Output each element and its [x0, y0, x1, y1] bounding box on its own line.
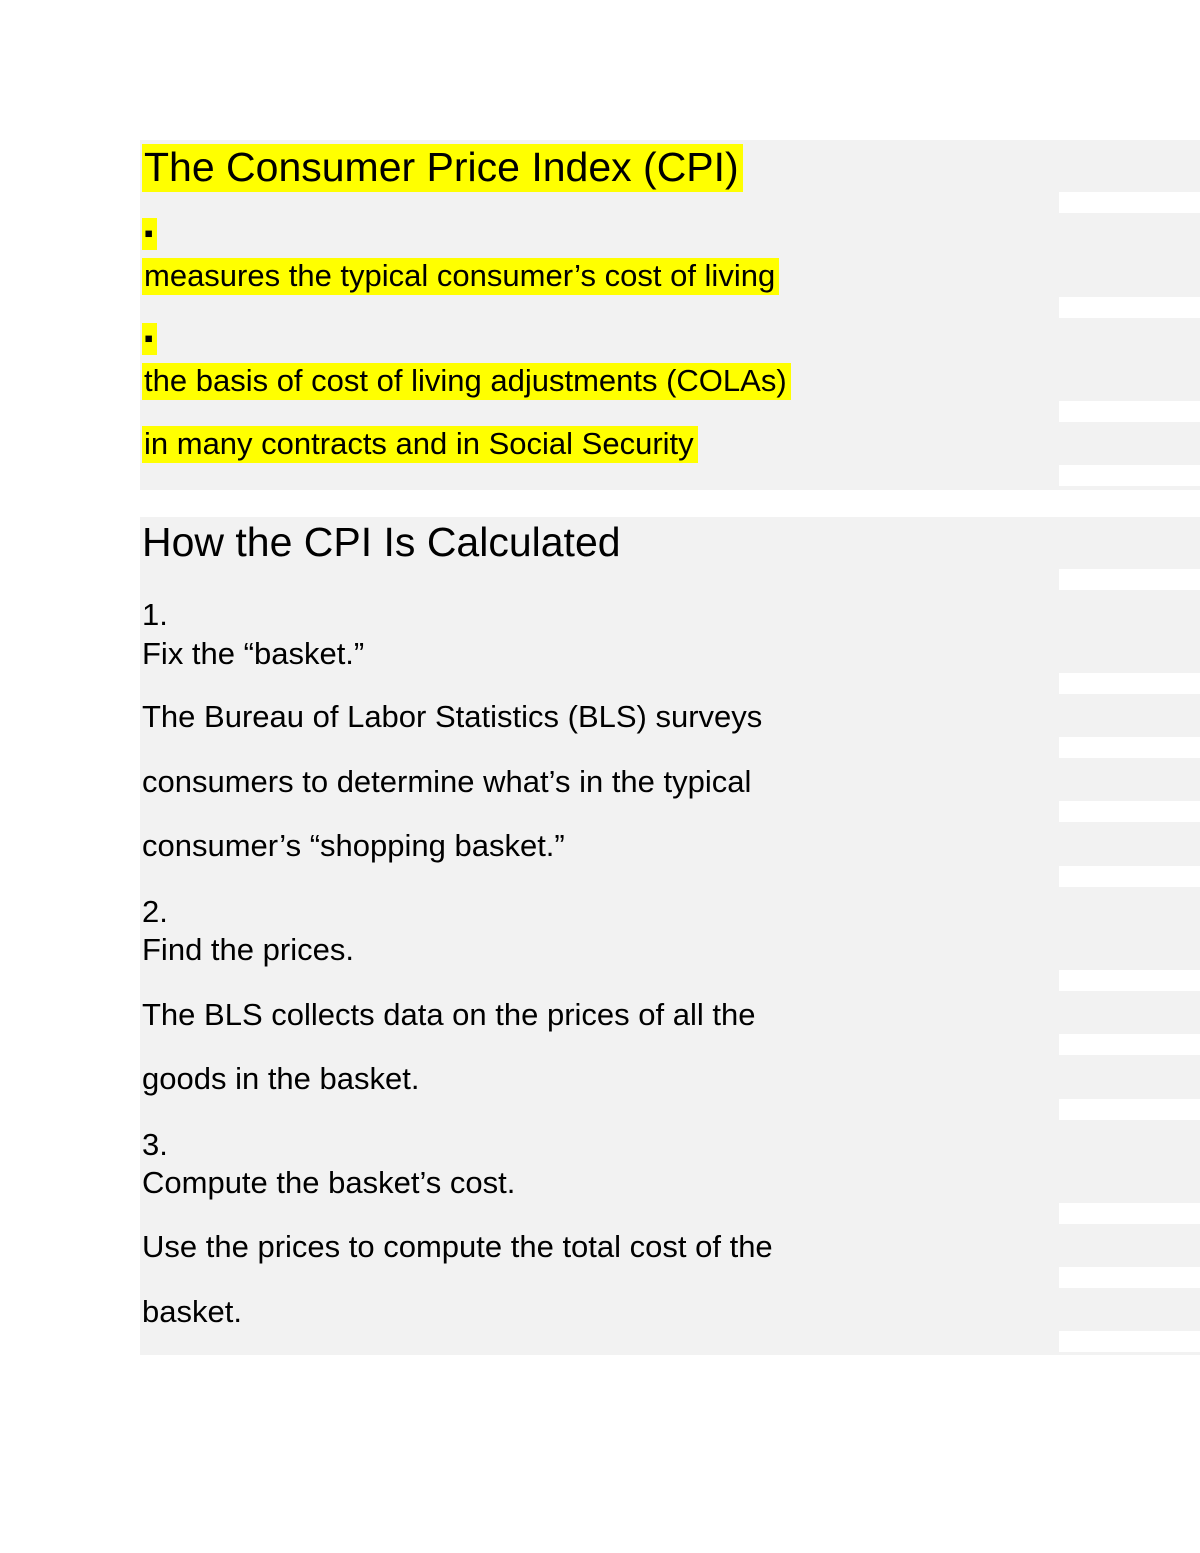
margin-gap — [1059, 192, 1200, 213]
margin-gap — [1059, 1267, 1200, 1288]
bullet-text-2-line-2: in many contracts and in Social Security — [142, 426, 698, 463]
step-1-line-1: The Bureau of Labor Statistics (BLS) surveys — [142, 699, 763, 734]
margin-gap — [1059, 1034, 1200, 1055]
margin-strip — [1059, 517, 1200, 1355]
step-1-heading: Fix the “basket.” — [142, 636, 365, 671]
margin-gap — [1059, 1203, 1200, 1224]
cpi-title-text: The Consumer Price Index (CPI) — [142, 144, 743, 192]
bullet-text-social-security — [142, 428, 698, 459]
step-2-line-2: goods in the basket. — [142, 1061, 420, 1096]
step-2-heading: Find the prices. — [142, 932, 354, 967]
margin-gap — [1059, 297, 1200, 318]
step-3-heading: Compute the basket’s cost. — [142, 1165, 516, 1200]
margin-gap — [1059, 673, 1200, 694]
step-2-number: 2. — [142, 894, 168, 929]
step-2-line-1: The BLS collects data on the prices of all the — [142, 997, 756, 1032]
bullet-text-2-line-1: the basis of cost of living adjustments (COLAs) — [142, 363, 791, 400]
bullet-text-cost-of-living — [142, 260, 779, 291]
bullet-marker-2 — [142, 325, 157, 351]
margin-gap — [1059, 569, 1200, 590]
step-1-line-3: consumer’s “shopping basket.” — [142, 828, 565, 863]
margin-gap — [1059, 401, 1200, 422]
margin-gap — [1059, 465, 1200, 486]
bullet-text-1: measures the typical consumer’s cost of living — [142, 258, 779, 295]
margin-gap — [1059, 1331, 1200, 1352]
bullet-square-icon: ▪ — [142, 323, 157, 355]
bullet-marker-1 — [142, 220, 157, 246]
margin-gap — [1059, 737, 1200, 758]
step-1-line-2: consumers to determine what’s in the typical — [142, 764, 752, 799]
bullet-square-icon: ▪ — [142, 218, 157, 250]
calculation-title: How the CPI Is Calculated — [142, 519, 621, 565]
step-3-line-1: Use the prices to compute the total cost of the — [142, 1229, 773, 1264]
step-3-number: 3. — [142, 1127, 168, 1162]
bullet-text-colas — [142, 365, 791, 396]
step-3-line-2: basket. — [142, 1294, 242, 1329]
margin-gap — [1059, 970, 1200, 991]
margin-strip — [1059, 140, 1200, 490]
margin-gap — [1059, 1099, 1200, 1120]
margin-gap — [1059, 866, 1200, 887]
step-1-number: 1. — [142, 597, 168, 632]
margin-gap — [1059, 801, 1200, 822]
cpi-title — [142, 144, 743, 190]
